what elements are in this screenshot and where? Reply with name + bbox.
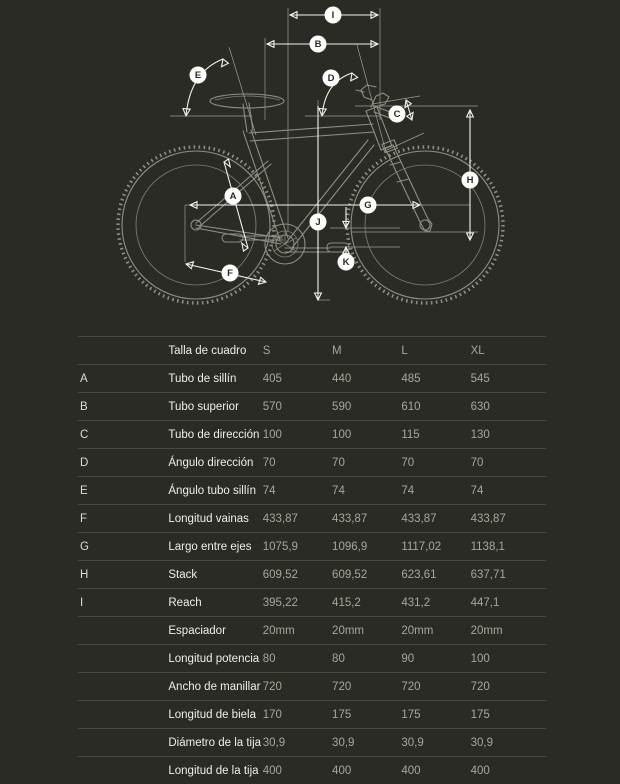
table-body <box>78 365 546 784</box>
row-marker-letter <box>78 757 168 784</box>
row-marker-letter <box>78 701 168 729</box>
row-value-m: 1096,9 <box>332 533 401 561</box>
row-measure-label: Diámetro de la tija <box>168 729 262 757</box>
row-measure-label: Stack <box>168 561 262 589</box>
header-size-s: S <box>263 337 332 365</box>
row-value-m: 74 <box>332 477 401 505</box>
table-row <box>78 533 546 561</box>
marker-label-C: C <box>394 109 401 120</box>
marker-label-B: B <box>315 39 322 50</box>
row-measure-label: Tubo superior <box>168 393 262 421</box>
row-marker-letter: F <box>78 505 168 533</box>
row-measure-label: Longitud de la tija <box>168 757 262 784</box>
row-measure-label: Ángulo tubo sillín <box>168 477 262 505</box>
row-value-s: 405 <box>263 365 332 393</box>
row-value-l: 720 <box>401 673 470 701</box>
row-value-l: 610 <box>401 393 470 421</box>
row-value-l: 400 <box>401 757 470 784</box>
row-value-xl: 545 <box>471 365 546 393</box>
table-row <box>78 617 546 645</box>
saddle-and-seatpost <box>210 94 284 132</box>
row-marker-letter <box>78 645 168 673</box>
row-value-s: 433,87 <box>263 505 332 533</box>
row-value-xl: 130 <box>471 421 546 449</box>
row-marker-letter <box>78 673 168 701</box>
row-value-s: 30,9 <box>263 729 332 757</box>
row-value-l: 20mm <box>401 617 470 645</box>
header-size-l: L <box>401 337 470 365</box>
row-value-xl: 175 <box>471 701 546 729</box>
table-row <box>78 757 546 784</box>
bike-geometry-diagram <box>0 0 620 320</box>
header-letter <box>78 337 168 365</box>
row-value-s: 20mm <box>263 617 332 645</box>
row-marker-letter: D <box>78 449 168 477</box>
row-value-xl: 630 <box>471 393 546 421</box>
row-value-l: 74 <box>401 477 470 505</box>
table-row <box>78 393 546 421</box>
dimension-F <box>186 262 266 285</box>
table-row <box>78 421 546 449</box>
row-value-s: 80 <box>263 645 332 673</box>
dimension-E <box>170 47 256 135</box>
marker-label-A: A <box>230 191 237 202</box>
marker-label-I: I <box>332 10 335 21</box>
row-value-l: 70 <box>401 449 470 477</box>
row-marker-letter: B <box>78 393 168 421</box>
row-measure-label: Tubo de sillín <box>168 365 262 393</box>
row-value-m: 590 <box>332 393 401 421</box>
row-value-s: 100 <box>263 421 332 449</box>
row-measure-label: Largo entre ejes <box>168 533 262 561</box>
header-size-m: M <box>332 337 401 365</box>
row-value-m: 415,2 <box>332 589 401 617</box>
row-value-m: 175 <box>332 701 401 729</box>
row-value-xl: 20mm <box>471 617 546 645</box>
row-value-s: 170 <box>263 701 332 729</box>
row-value-l: 175 <box>401 701 470 729</box>
table-row <box>78 561 546 589</box>
geometry-table <box>78 336 546 784</box>
row-value-xl: 100 <box>471 645 546 673</box>
table-row <box>78 673 546 701</box>
marker-label-D: D <box>328 73 335 84</box>
row-measure-label: Ancho de manillar <box>168 673 262 701</box>
row-value-xl: 637,71 <box>471 561 546 589</box>
row-value-xl: 70 <box>471 449 546 477</box>
row-value-s: 400 <box>263 757 332 784</box>
row-marker-letter <box>78 617 168 645</box>
row-value-m: 80 <box>332 645 401 673</box>
row-marker-letter: G <box>78 533 168 561</box>
row-value-l: 431,2 <box>401 589 470 617</box>
row-value-s: 570 <box>263 393 332 421</box>
row-value-m: 30,9 <box>332 729 401 757</box>
row-measure-label: Longitud de biela <box>168 701 262 729</box>
row-value-s: 720 <box>263 673 332 701</box>
row-value-l: 623,61 <box>401 561 470 589</box>
row-measure-label: Reach <box>168 589 262 617</box>
row-value-l: 90 <box>401 645 470 673</box>
marker-label-J: J <box>315 217 320 228</box>
marker-label-K: K <box>343 257 350 268</box>
row-value-xl: 30,9 <box>471 729 546 757</box>
row-value-xl: 433,87 <box>471 505 546 533</box>
row-marker-letter: C <box>78 421 168 449</box>
table-row <box>78 589 546 617</box>
bike-frame <box>196 107 392 253</box>
row-value-s: 1075,9 <box>263 533 332 561</box>
row-value-m: 440 <box>332 365 401 393</box>
row-value-s: 395,22 <box>263 589 332 617</box>
row-value-m: 100 <box>332 421 401 449</box>
header-size-xl: XL <box>471 337 546 365</box>
header-frame-size-label: Talla de cuadro <box>168 337 262 365</box>
dimension-B <box>267 36 378 53</box>
table-row <box>78 449 546 477</box>
marker-label-G: G <box>364 200 371 211</box>
row-value-l: 30,9 <box>401 729 470 757</box>
marker-label-H: H <box>467 175 474 186</box>
row-value-l: 1117,02 <box>401 533 470 561</box>
row-value-m: 720 <box>332 673 401 701</box>
front-wheel <box>347 147 503 303</box>
row-marker-letter: I <box>78 589 168 617</box>
row-value-m: 20mm <box>332 617 401 645</box>
row-value-s: 70 <box>263 449 332 477</box>
table-row <box>78 365 546 393</box>
row-value-m: 609,52 <box>332 561 401 589</box>
table-row <box>78 505 546 533</box>
row-measure-label: Longitud potencia <box>168 645 262 673</box>
table-head <box>78 337 546 365</box>
row-value-xl: 400 <box>471 757 546 784</box>
row-marker-letter: A <box>78 365 168 393</box>
marker-label-E: E <box>195 70 201 81</box>
row-value-xl: 74 <box>471 477 546 505</box>
marker-label-F: F <box>227 268 233 279</box>
table-header-row <box>78 337 546 365</box>
table-row <box>78 477 546 505</box>
row-measure-label: Espaciador <box>168 617 262 645</box>
row-value-m: 433,87 <box>332 505 401 533</box>
row-measure-label: Tubo de dirección <box>168 421 262 449</box>
dimension-H <box>462 110 479 240</box>
row-marker-letter: H <box>78 561 168 589</box>
row-value-s: 609,52 <box>263 561 332 589</box>
row-value-l: 433,87 <box>401 505 470 533</box>
table-row <box>78 701 546 729</box>
row-value-l: 115 <box>401 421 470 449</box>
row-value-m: 70 <box>332 449 401 477</box>
row-measure-label: Longitud vainas <box>168 505 262 533</box>
row-value-xl: 447,1 <box>471 589 546 617</box>
table-row <box>78 645 546 673</box>
row-value-xl: 720 <box>471 673 546 701</box>
row-value-m: 400 <box>332 757 401 784</box>
row-marker-letter: E <box>78 477 168 505</box>
row-value-s: 74 <box>263 477 332 505</box>
row-value-l: 485 <box>401 365 470 393</box>
dimension-I <box>290 7 378 24</box>
row-value-xl: 1138,1 <box>471 533 546 561</box>
row-measure-label: Ángulo dirección <box>168 449 262 477</box>
